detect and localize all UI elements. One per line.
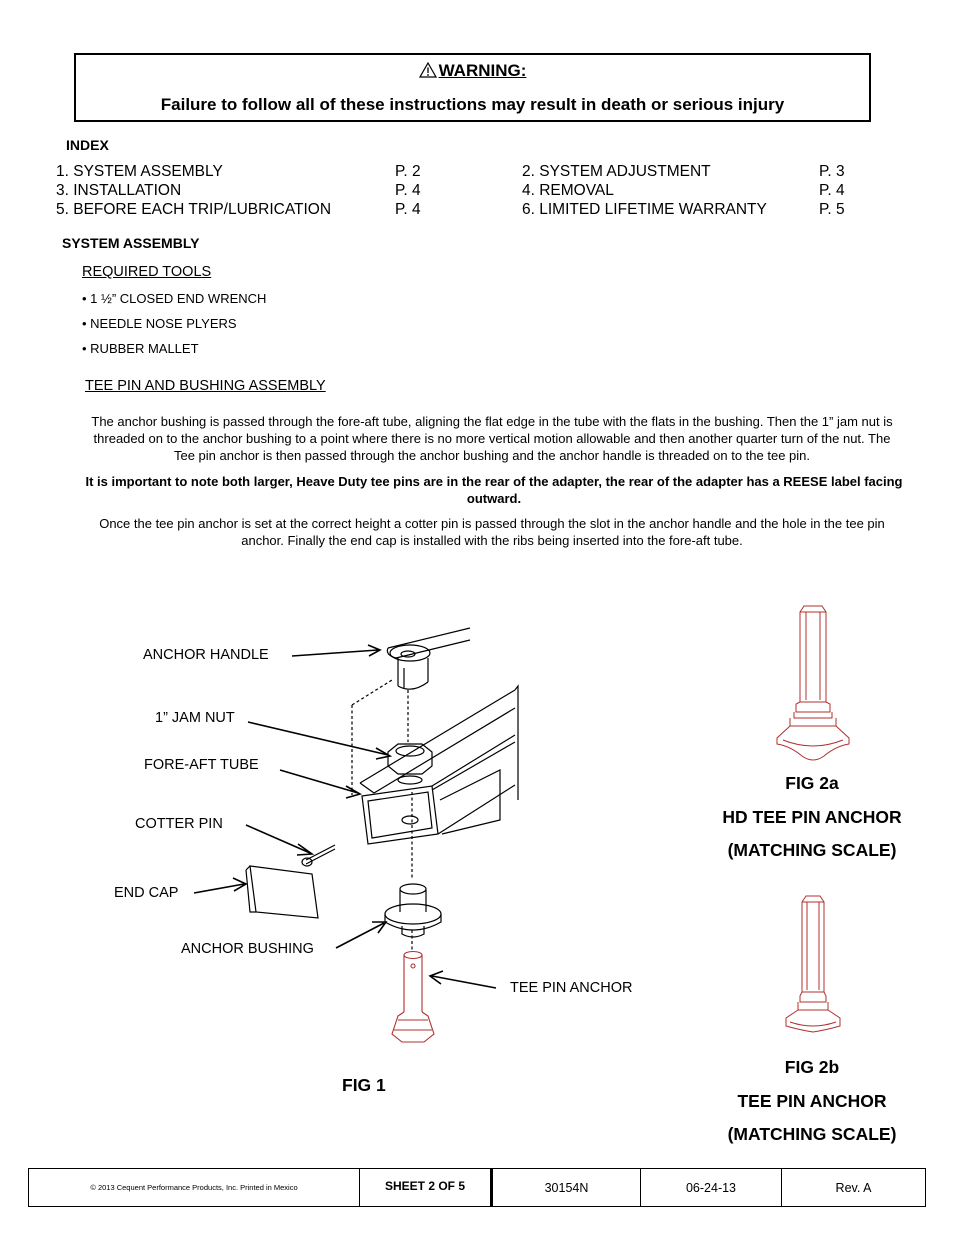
index-item-2-label: 2. SYSTEM ADJUSTMENT bbox=[522, 163, 711, 180]
assembly-paragraph-3: Once the tee pin anchor is set at the correct height a cotter pin is passed through the slot in the anchor handle and the hole in the tee pin anchor. Finally the end cap is installed with the ribs being inserted into the fore-aft tube. bbox=[99, 516, 885, 548]
index-item-1-label: 1. SYSTEM ASSEMBLY bbox=[56, 163, 223, 180]
index-item-6-label: 6. LIMITED LIFETIME WARRANTY bbox=[522, 201, 767, 218]
warning-text: Failure to follow all of these instructions may result in death or serious injury bbox=[160, 95, 785, 114]
index-heading: INDEX bbox=[66, 137, 109, 153]
figure-2b-caption: FIG 2b bbox=[784, 1057, 840, 1077]
tee-pin-anchor-drawing bbox=[392, 952, 434, 1043]
figure-2a-title: HD TEE PIN ANCHOR bbox=[722, 807, 902, 827]
hd-tee-pin-anchor-drawing bbox=[777, 606, 849, 760]
figure-2a-scale-note: (MATCHING SCALE) bbox=[727, 840, 897, 860]
callout-anchor-handle: ANCHOR HANDLE bbox=[143, 647, 269, 663]
tool-item: • 1 ½” CLOSED END WRENCH bbox=[82, 291, 267, 306]
figure-1-caption: FIG 1 bbox=[342, 1075, 386, 1095]
footer-copyright: © 2013 Cequent Performance Products, Inc. Printed in Mexico bbox=[29, 1169, 360, 1206]
index-item-4-page: P. 4 bbox=[819, 182, 845, 199]
index-item-5-label: 5. BEFORE EACH TRIP/LUBRICATION bbox=[56, 201, 332, 218]
footer-revision: Rev. A bbox=[835, 1180, 872, 1195]
tool-item: • NEEDLE NOSE PLYERS bbox=[82, 316, 237, 331]
footer-date: 06-24-13 bbox=[641, 1169, 782, 1206]
index-item-1-page: P. 2 bbox=[395, 163, 421, 180]
system-assembly-heading: SYSTEM ASSEMBLY bbox=[62, 235, 200, 251]
index-item-3-label: 3. INSTALLATION bbox=[56, 182, 182, 199]
index-item-2-page: P. 3 bbox=[819, 163, 845, 180]
footer-sheet: SHEET 2 OF 5 bbox=[360, 1169, 493, 1206]
callout-anchor-bushing: ANCHOR BUSHING bbox=[181, 941, 314, 957]
tee-pin-assembly-heading: TEE PIN AND BUSHING ASSEMBLY bbox=[85, 378, 326, 394]
figure-2b-title: TEE PIN ANCHOR bbox=[737, 1091, 887, 1111]
warning-title-text: WARNING: bbox=[438, 61, 527, 80]
callout-tee-pin-anchor: TEE PIN ANCHOR bbox=[510, 980, 633, 996]
tee-pin-anchor-scale-drawing bbox=[786, 896, 840, 1032]
index-item-3-page: P. 4 bbox=[395, 182, 421, 199]
footer-table bbox=[28, 1168, 926, 1207]
callout-fore-aft-tube: FORE-AFT TUBE bbox=[144, 757, 259, 773]
assembly-paragraph-1: The anchor bushing is passed through the fore-aft tube, aligning the flat edge in the tube with the flats in the bushing. Then the 1” jam nut is threaded on to the anchor bushing to a point where there is no more vertical motion allowable and then another quarter turn of the nut. The Tee pin anchor is then passed through the anchor bushing and the anchor handle is threaded on to the tee pin. bbox=[91, 414, 893, 463]
index-item-6-page: P. 5 bbox=[819, 201, 845, 218]
required-tools-heading: REQUIRED TOOLS bbox=[82, 264, 212, 280]
callout-end-cap: END CAP bbox=[114, 885, 179, 901]
index-item-4-label: 4. REMOVAL bbox=[522, 182, 614, 199]
index-item-5-page: P. 4 bbox=[395, 201, 421, 218]
callout-cotter-pin: COTTER PIN bbox=[135, 816, 223, 832]
tool-item: • RUBBER MALLET bbox=[82, 341, 199, 356]
figure-2b-scale-note: (MATCHING SCALE) bbox=[727, 1124, 897, 1144]
assembly-paragraph-2: It is important to note both larger, Heave Duty tee pins are in the rear of the adapter, the rear of the adapter has a REESE label facing outward. bbox=[85, 474, 903, 506]
figure-2a-caption: FIG 2a bbox=[785, 773, 839, 793]
footer-part-number: 30154N bbox=[493, 1169, 641, 1206]
hitch-parts-drawing bbox=[246, 628, 518, 950]
callout-jam-nut: 1” JAM NUT bbox=[155, 710, 235, 726]
callout-arrows bbox=[194, 645, 496, 988]
